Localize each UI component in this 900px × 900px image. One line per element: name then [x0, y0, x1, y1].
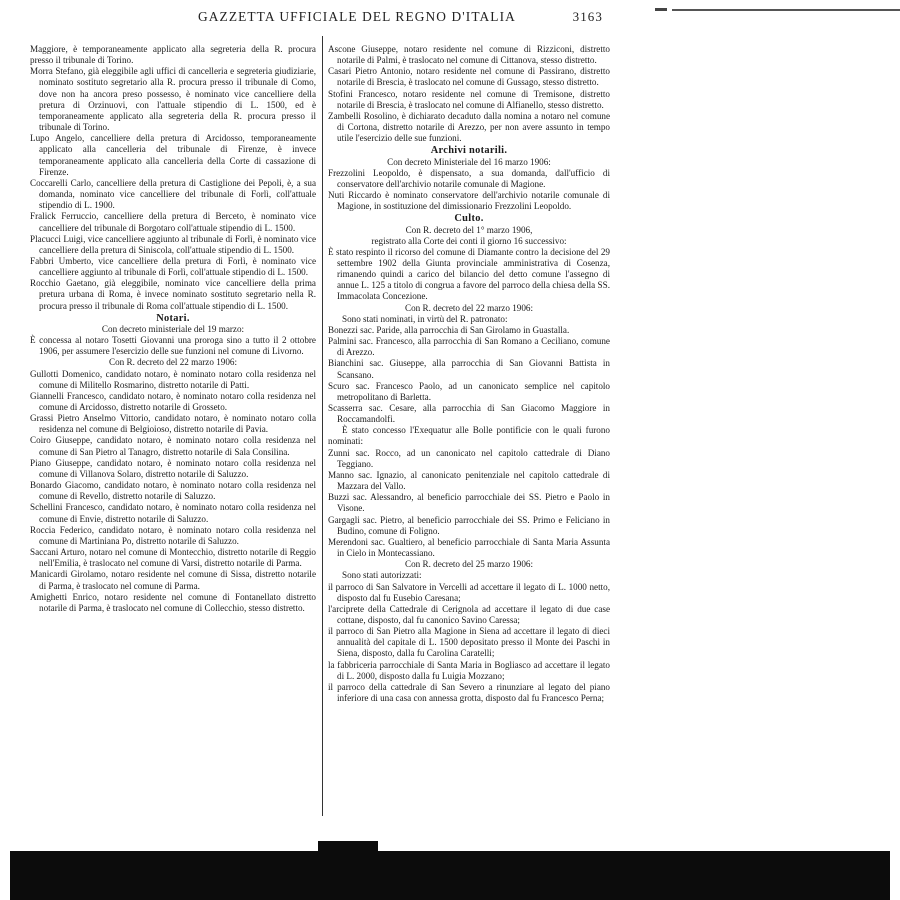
notice-entry: il parroco di San Pietro alla Magione in Siena ad accettare il legato di dieci annualità del capitale di L. 1500 depositato presso il Monte dei Paschi in Siena, disposto, dalla fu Carolina Caratelli; [328, 626, 610, 659]
intro-paragraph: È stato concesso l'Exequatur alle Bolle pontificie con le quali furono nominati: [328, 425, 610, 447]
gazette-title: GAZZETTA UFFICIALE DEL REGNO D'ITALIA [198, 9, 516, 24]
page-header [130, 7, 603, 29]
notice-entry: il parroco della cattedrale di San Severo a rinunziare al legato del piano inferiore di una casa con annessa grotta, disposto dal fu Francesco Perna; [328, 681, 610, 704]
left-column [30, 44, 316, 614]
notice-entry: Gargagli sac. Pietro, al beneficio parrocchiale dei SS. Primo e Feliciano in Budino, comune di Foligno. [328, 514, 610, 536]
notice-entry: il parroco di San Salvatore in Vercelli ad accettare il legato di L. 1000 netto, disposto dal fu Eusebio Caresana; [328, 581, 610, 603]
notice-entry: Zunni sac. Rocco, ad un canonicato nel capitolo cattedrale di Diano Teggiano. [328, 447, 610, 469]
notice-entry: Merendoni sac. Gualtiero, al beneficio parrocchiale di Santa Maria Assunta in Cielo in Montecassiano. [328, 536, 610, 559]
notice-entry: Stofini Francesco, notaro residente nel comune di Tremisone, distretto notarile di Brescia, è traslocato nel comune di Alfianello, stesso distretto. [328, 88, 610, 110]
notice-entry: Saccani Arturo, notaro nel comune di Montecchio, distretto notarile di Reggio nell'Emilia, è traslocato nel comune di Varsi, distretto notarile di Parma. [30, 547, 316, 569]
notice-entry: Grassi Pietro Anselmo Vittorio, candidato notaro, è nominato notaro colla residenza nel comune di Belgioioso, distretto notarile di Pavia. [30, 413, 316, 435]
decree-heading: Con decreto ministeriale del 19 marzo: [101, 323, 245, 334]
notice-entry: Piano Giuseppe, candidato notaro, è nominato notaro colla residenza nel comune di Villanova Solaro, distretto notarile di Saluzzo. [30, 457, 316, 479]
notice-entry: l'arciprete della Cattedrale di Cerignola ad accettare il legato di due case cottane, disposto, dal fu canonico Savino Caressa; [328, 603, 610, 625]
notice-entry: Manno sac. Ignazio, al canonicato penitenziale nel capitolo cattedrale di Mazzara del Vallo. [328, 469, 610, 492]
page-number: 3163 [572, 9, 603, 24]
column-divider [322, 36, 323, 816]
notice-entry: la fabbriceria parrocchiale di Santa Maria in Bogliasco ad accettare il legato di L. 2000, disposto dalla fu Luigia Mozzano; [328, 659, 610, 681]
notice-entry: Rocchio Gaetano, già eleggibile, nominato vice cancelliere della prima pretura urbana di Roma, è invece nominato sostituto segretario nella R. procura presso il tribunale di Roma coll'attuale stipendio di L. 1500. [30, 278, 316, 311]
header-rule-mark [655, 8, 667, 11]
notice-entry: Frezzolini Leopoldo, è dispensato, a sua domanda, dall'ufficio di conservatore dell'archivio notarile comunale di Magione. [328, 167, 610, 189]
decree-heading: Con decreto Ministeriale del 16 marzo 1906: [387, 156, 551, 167]
notice-entry: Scuro sac. Francesco Paolo, ad un canonicato semplice nel capitolo metropolitano di Barletta. [328, 380, 610, 402]
notice-entry: Lupo Angelo, cancelliere della pretura di Arcidosso, temporaneamente applicato alla cancelleria del tribunale di Firenze, è invece temporaneamente applicato alla cancelleria della Corte di cassazione di Firenze. [30, 133, 316, 177]
notice-entry: Manicardi Girolamo, notaro residente nel comune di Sissa, distretto notarile di Parma, è traslocato nel comune di Parma. [30, 569, 316, 591]
continued-paragraph: Maggiore, è temporaneamente applicato alla segreteria della R. procura presso il tribunale di Torino. [30, 44, 316, 66]
notice-entry: Casari Pietro Antonio, notaro residente nel comune di Passirano, distretto notarile di Brescia, è traslocato nel comune di Gussago, stesso distretto. [328, 66, 610, 88]
notice-entry: Roccia Federico, candidato notaro, è nominato notaro colla residenza nel comune di Martiniana Po, distretto notarile di Saluzzo. [30, 524, 316, 546]
right-column [328, 44, 610, 704]
decree-heading: Con R. decreto del 22 marzo 1906: [109, 357, 237, 368]
decree-heading: Con R. decreto del 25 marzo 1906: [405, 559, 533, 570]
notice-entry: Nuti Riccardo è nominato conservatore dell'archivio notarile comunale di Magione, in sostituzione del dimissionario Frezzolini Leopoldo. [328, 190, 610, 212]
notice-entry: Palmini sac. Francesco, alla parrocchia di San Romano a Ceciliano, comune di Arezzo. [328, 336, 610, 358]
notice-entry: Zambelli Rosolino, è dichiarato decaduto dalla nomina a notaro nel comune di Cortona, distretto notarile di Arezzo, per non avere assunto in tempo utile l'esercizio delle sue funzioni. [328, 110, 610, 144]
intro-paragraph: Sono stati autorizzati: [342, 570, 422, 581]
notice-entry: Giannelli Francesco, candidato notaro, è nominato notaro colla residenza nel comune di Arcidosso, distretto notarile di Grosseto. [30, 390, 316, 412]
section-heading: Culto. [454, 213, 484, 225]
decree-heading: Con R. decreto del 22 marzo 1906: [405, 302, 533, 313]
notice-entry: Coccarelli Carlo, cancelliere della pretura di Castiglione dei Pepoli, è, a sua domanda, nominato vice cancelliere del tribunale di Forlì, coll'attuale stipendio di L. 1900. [30, 177, 316, 211]
notice-entry: È stato respinto il ricorso del comune di Diamante contro la decisione del 29 settembre 1902 della Giunta provinciale amministrativa di Cosenza, rimanendo quindi a carico del bilancio del detto comune l'assegno di annue L. 125 a titolo di congrua a favore del parroco della chiesa della SS. Immacolata Concezione. [328, 246, 610, 302]
notice-entry: Ascone Giuseppe, notaro residente nel comune di Rizziconi, distretto notarile di Palmi, è traslocato nel comune di Cittanova, stesso distretto. [328, 44, 610, 66]
header-rule [672, 9, 900, 11]
notice-entry: Schellini Francesco, candidato notaro, è nominato notaro colla residenza nel comune di Envie, distretto notarile di Saluzzo. [30, 502, 316, 524]
notice-entry: Bonezzi sac. Paride, alla parrocchia di San Girolamo in Guastalla. [328, 324, 570, 335]
scan-border-bottom [10, 851, 890, 900]
intro-paragraph: Sono stati nominati, in virtù del R. patronato: [342, 313, 508, 324]
notice-entry: Fabbri Umberto, vice cancelliere della pretura di Forlì, è nominato vice cancelliere aggiunto al tribunale di Forlì, coll'attuale stipendio di L. 1500. [30, 255, 316, 278]
decree-heading: Con R. decreto del 1° marzo 1906, [405, 224, 533, 235]
notice-entry: Amighetti Enrico, notaro residente nel comune di Fontanellato distretto notarile di Parma, è traslocato nel comune di Collecchio, stesso distretto. [30, 591, 316, 613]
notice-entry: Fralick Ferruccio, cancelliere della pretura di Berceto, è nominato vice cancelliere del tribunale di Borgotaro coll'attuale stipendio di L. 1500. [30, 211, 316, 233]
notice-entry: Buzzi sac. Alessandro, al beneficio parrocchiale dei SS. Pietro e Paolo in Visone. [328, 492, 610, 514]
notice-entry: Bianchini sac. Giuseppe, alla parrocchia di San Giovanni Battista in Scansano. [328, 358, 610, 380]
notice-entry: Coiro Giuseppe, candidato notaro, è nominato notaro colla residenza nel comune di San Pietro al Tanagro, distretto notarile di Sala Consilina. [30, 435, 316, 457]
section-heading: Archivi notarili. [430, 145, 508, 157]
section-heading: Notari. [156, 312, 190, 324]
notice-entry: Morra Stefano, già eleggibile agli uffici di cancelleria e segreteria giudiziarie, nominato sostituto segretario alla R. procura presso il tribunale di Como, dove non ha ancora preso possesso, è nominato vice cancelliere della pretura di Orzinuovi, con l'attuale stipendio di L. 1500, ed è temporaneamente applicato alla segreteria della R. procura presso il tribunale di Torino. [30, 66, 316, 133]
notice-entry: Placucci Luigi, vice cancelliere aggiunto al tribunale di Forlì, è nominato vice cancelliere della pretura di Siniscola, coll'attuale stipendio di L. 1500. [30, 233, 316, 255]
decree-heading: registrato alla Corte dei conti il giorno 16 successivo: [371, 235, 567, 246]
notice-entry: Scasserra sac. Cesare, alla parrocchia di San Giacomo Maggiore in Roccamandolfi. [328, 403, 610, 425]
notice-entry: Bonardo Giacomo, candidato notaro, è nominato notaro colla residenza nel comune di Revello, distretto notarile di Saluzzo. [30, 480, 316, 502]
notice-entry: È concessa al notaro Tosetti Giovanni una proroga sino a tutto il 2 ottobre 1906, per assumere l'esercizio delle sue funzioni nel comune di Livorno. [30, 335, 316, 357]
notice-entry: Gullotti Domenico, candidato notaro, è nominato notaro colla residenza nel comune di Militello Rosmarino, distretto notarile di Patti. [30, 368, 316, 390]
